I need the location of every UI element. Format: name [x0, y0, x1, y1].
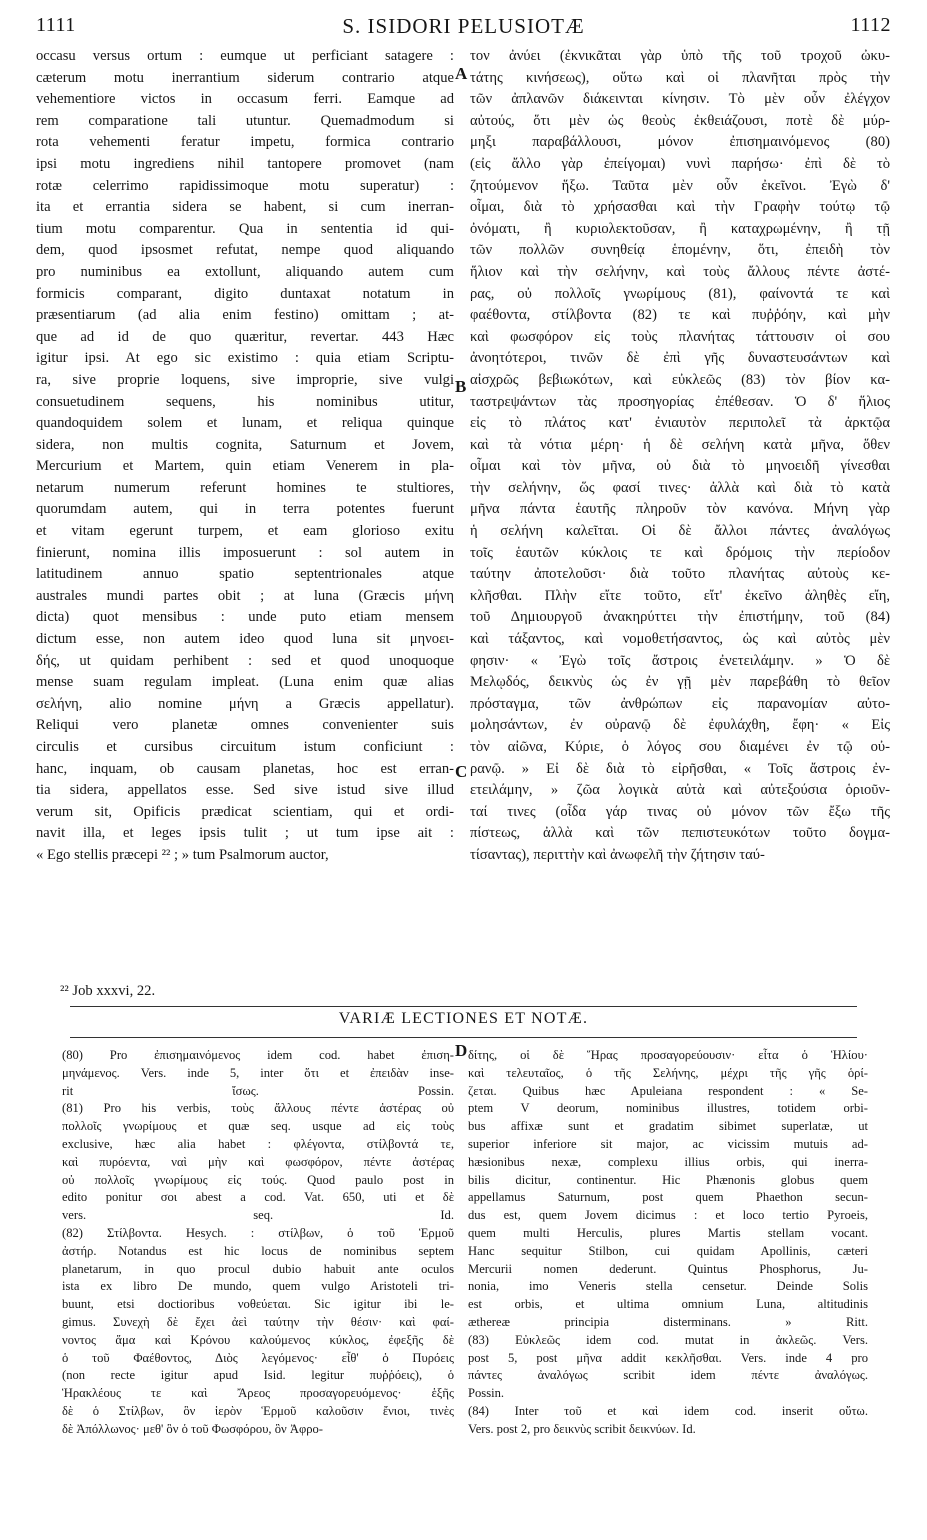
note-line: πολλοῖς γνωρίμους et quæ seq. usque ad εἰς τοὺς — [62, 1119, 454, 1134]
text-line: sidera, non multis cognita, Saturnum et Jovem, — [36, 436, 454, 453]
text-line: australes mundi partes obit ; at luna (Græcis μήνη — [36, 587, 454, 604]
note-line: exclusive, hæc alia habet : φλέγοντα, στίλβοντά τε, — [62, 1136, 454, 1151]
note-line: post 5, post μῆνα addit κεκλῆσθαι. Vers. inde 4 pro — [468, 1350, 868, 1365]
text-line: ipsi motu ingrediens nihil tantopere promovet (nam — [36, 155, 454, 172]
divider-rule — [70, 1006, 857, 1007]
note-line: (non recte igitur apud Isid. legitur πυῤῥόεις), ὁ — [62, 1368, 454, 1383]
text-line: rota vehementi feratur impetu, formica contrario — [36, 134, 454, 151]
running-title: S. ISIDORI PELUSIOTÆ — [342, 14, 585, 38]
note-line: (80) Pro ἐπισημαινόμενος idem cod. habet ἐπιση- — [62, 1048, 454, 1062]
text-line: cæterum motu inerrantium siderum contrario atque — [36, 69, 454, 86]
right-page-number: 1112 — [850, 14, 891, 36]
text-line: hanc, inquam, ob causam planetas, hoc est erran- — [36, 760, 454, 777]
text-line: καὶ φωσφόρον εἰς τοὺς πλανήτας τάττουσιν οἱ σου — [470, 328, 890, 345]
note-line: καὶ τελευταῖος, ὁ τῆς Σελήνης, μέχρι τῆς γῆς ὁρί- — [468, 1065, 868, 1080]
left-page-number: 1111 — [36, 14, 76, 36]
note-line: ἀστήρ. Notandus est hic locus de nominibus septem — [62, 1243, 454, 1258]
text-line: ρας, οὐ πολλοῖς γνωρίμους (81), φαίνοντά τε καὶ — [470, 285, 890, 302]
note-line: superior inferiore sit major, ac vicissim mutuis ad- — [468, 1136, 868, 1151]
text-line: τῶν πολλῶν συνηθείᾳ ἑπομένην, ὅτι, ἐπειδὴ τὸν — [470, 242, 890, 259]
note-line: Hanc sequitur Stilbon, cui quidam Apollinis, cæteri — [468, 1243, 868, 1258]
note-line: est orbis, et ultima omnium Luna, altitudinis — [468, 1297, 868, 1312]
text-line: πίστεως, ἀλλὰ καὶ τῶν πεπιστευκότων τοῦτο δογμα- — [470, 825, 890, 842]
text-line: formicis comparant, digito duntaxat notatum in — [36, 285, 454, 302]
note-line: ista ex libro De mundo, quem vulgo Aristoteli tri- — [62, 1279, 454, 1294]
notes-left-column — [62, 1047, 454, 1439]
text-line: verum sit, Opificis prædicat scientiam, qui et ordi- — [36, 803, 454, 820]
text-line: πρόσταγμα, τῶν ἀνθρώπων εἰς παρανομίαν αὐτο- — [470, 695, 890, 712]
notes-right-column — [468, 1047, 868, 1439]
text-line: latitudinem annuo spatio septentrionales atque — [36, 566, 454, 583]
text-line: ἥλιον καὶ τὴν σελήνην, καὶ τοὺς ἄλλους πέντε ἀστέ- — [470, 263, 890, 280]
text-line: Μελῳδός, δεικνὺς ὡς ἐν γῇ μὲν παρεβάθη τὸ θεῖον — [470, 674, 890, 691]
text-line: circulis et cursibus circuitum istum conficiunt : — [36, 739, 454, 755]
text-line: ταστρεψάντων τὰς προσηγορίας ἐπέθεσαν. Ὁ δ' ἥλιος — [470, 393, 890, 410]
text-line: μηξι παραβάλλουσι, μόνον ἐπισημαινόμενος (80) — [470, 134, 890, 151]
text-line: et vitam egerunt turpem, et eam glorioso exitu — [36, 523, 454, 540]
text-line: αἰσχρῶς βεβιωκότων, καὶ εὐκλεῶς (83) τὸν βίον κα- — [470, 371, 890, 388]
note-line: (84) Inter τοῦ et καὶ idem cod. inserit οὕτω. — [468, 1403, 868, 1418]
text-line: ρανῷ. » Εἰ δὲ διὰ τὸ εἰρῆσθαι, « Τοῖς ἄστροις ἐν- — [470, 760, 890, 777]
note-line: Possin. — [468, 1386, 505, 1401]
note-line: edito ponitur σοι abest a cod. Vat. 650, uti et δὲ — [62, 1190, 454, 1205]
text-line: τον ἀνύει (ἐκνικᾶται γὰρ ὑπὸ τῆς τοῦ τροχοῦ ὠκυ- — [470, 48, 890, 64]
text-line: dictum esse, non autem ideo quod luna sit μηνοει- — [36, 631, 454, 648]
text-line: καὶ τὰ νότια μέρη· ἡ δὲ σελήνη κατὰ μῆνα, ὅθεν — [470, 436, 890, 453]
text-line: σελήνη, alio nomine μήνη a Græcis appellatur). — [36, 695, 454, 712]
text-line: navit illa, et leges ipsis tulit ; ut tum ipse ait : — [36, 825, 454, 842]
note-line: δὲ ὁ Στίλβων, ὃν ἱερὸν Ἑρμοῦ καλοῦσιν ἔνιοι, τινὲς — [62, 1403, 454, 1418]
note-line: οὐ πολλοῖς γνωρίμους εἰς τούς. Quod paulo post in — [62, 1172, 454, 1187]
text-line: τὸν αἰῶνα, Κύριε, ὁ λόγος σου διαμένει ἐν τῷ οὐ- — [470, 739, 890, 755]
text-line: rotæ celerrimo rapidissimoque motu superatur) : — [36, 177, 454, 194]
note-line: Mercurii nomen dederunt. Quintus Phosphorus, Ju- — [468, 1261, 868, 1276]
text-line: (εἰς ἄλλο γὰρ ἐπείγομαι) νυνὶ παρήσω· ἐπὶ δὲ τὸ — [470, 155, 890, 172]
footnote: ²² Job xxxvi, 22. — [60, 983, 156, 999]
greek-text-column — [470, 46, 890, 867]
text-line: quorumdam autem, qui in terra potentes fuerunt — [36, 501, 454, 518]
note-line: νοντος ἅμα καὶ Κρόνου καλούμενος κύκλος, ἐφεξῆς δὲ — [62, 1332, 454, 1347]
text-line: occasu versus ortum : eumque ut perficiant satagere : — [36, 48, 454, 64]
note-line: nonia, imo Veneris stella censetur. Deinde Solis — [468, 1279, 868, 1294]
note-line: ptem V deorum, nominibus illustres, totidem orbi- — [468, 1101, 868, 1116]
text-line: τῶν ἀπλανῶν διάκεινται κίνησιν. Τὸ μὲν οὖν ἐλέγχον — [470, 91, 890, 108]
text-line: τίσαντας), περιττὴν καὶ ἀνωφελῆ τὴν ζήτησιν ταύ- — [470, 846, 765, 863]
note-line: vers. seq. Id. — [62, 1208, 454, 1223]
text-line: finierunt, nomina illis imposuerunt : sol autem in — [36, 544, 454, 561]
text-line: ταύτην ἀποτελοῦσι· διὰ τοῦτο πλανήτας αὐτοὺς κε- — [470, 566, 890, 583]
text-line: ὀνόματι, ἢ κυριολεκτοῦσαν, ἢ καταχρωμένην, ἢ τῇ — [470, 220, 890, 237]
text-line: φαέθοντα, στίλβοντα (82) τε καὶ πυῤῥόην, καὶ μὴν — [470, 307, 890, 324]
note-line: dus est, quem Jovem dicimus : et loco tertio Pyroeis, — [468, 1208, 868, 1223]
text-line: αὐτούς, ὅτι μὲν ὡς θεοὺς ἐκθειάζουσι, ποτὲ δὲ μύρ- — [470, 112, 890, 129]
note-line: δὲ Ἀπόλλωνος· μεθ' ὃν ὁ τοῦ Φωσφόρου, ὃν Ἀφρο- — [62, 1421, 324, 1436]
text-line: tium motu comparentur. Qua in sententia id qui- — [36, 220, 454, 237]
text-line: κλῆσθαι. Πλὴν εἴτε τοῦτο, εἴτ' ἐκεῖνο ἀληθὲς εἴη, — [470, 587, 890, 604]
text-line: ἀνοητότεροι, τινῶν δὲ ἐπὶ γῆς δυναστευσάντων καὶ — [470, 350, 890, 367]
text-line: ἡ σελήνη καλεῖται. Οἱ δὲ ἄλλοι πάντες ἀναλόγως — [470, 523, 890, 540]
note-line: πάντες ἀναλόγως scribit idem πέντε ἀναλόγως. — [468, 1368, 868, 1383]
text-line: μῆνα πάντα ἑαυτῆς πληροῦν τὸν κανόνα. Μήνη γὰρ — [470, 501, 890, 518]
text-line: vehementiore victos in occasum ferri. Eamque ad — [36, 91, 454, 108]
text-line: οἶμαι, διὰ τὸ χρήσασθαι καὶ τὴν Γραφὴν τούτῳ τῷ — [470, 199, 890, 216]
note-line: ὁ τοῦ Φαέθοντος, Διὸς λεγόμενος· εἶθ' ὁ Πυρόεις — [62, 1350, 454, 1365]
note-line: hæsionibus nexæ, complexu illius orbis, qui inerra- — [468, 1154, 868, 1169]
text-line: Mercurium et Martem, quin etiam Venerem in pla- — [36, 458, 454, 475]
note-line: καὶ πυρόεντα, ναὶ μὴν καὶ φωσφόρον, πέντε ἀστέρας — [62, 1154, 454, 1169]
note-line: gimus. Συνεχὴ δὲ ἔχει ἀεὶ ταύτην τὴν θέσιν· καὶ φαί- — [62, 1314, 454, 1329]
page-header — [36, 6, 891, 40]
note-line: Ἡρακλέους τε καὶ Ἄρεος προσαγορευόμενος· ἑξῆς — [62, 1386, 454, 1401]
text-line: καὶ τάξαντος, καὶ νομοθετήσαντος, ὡς καὶ αὐτὸς μὲν — [470, 631, 890, 648]
margin-letter-d: D — [455, 1041, 468, 1060]
text-line: Reliqui vero planetæ omnes convenienter suis — [36, 717, 454, 734]
note-line: μηνάμενος. Vers. inde 5, inter ὅτι et ἐπειδὰν inse- — [62, 1065, 454, 1080]
note-line: bilis dicitur, continentur. Hic Phænonis globus quem — [468, 1172, 868, 1187]
divider-rule — [70, 1037, 857, 1038]
text-line: igitur ipsi. At ego sic existimo : quia etiam Scriptu- — [36, 350, 454, 367]
text-line: φησιν· « Ἐγὼ τοῖς ἄστροις ἐνετειλάμην. » Ὁ δὲ — [470, 652, 890, 669]
note-line: appellamus Saturnum, post quem Phaethon secun- — [468, 1190, 868, 1205]
text-line: que ad id de quo quæritur, revertar. 443 Hæc — [36, 328, 454, 345]
margin-letter-b: B — [455, 377, 467, 396]
note-line: (83) Εὐκλεῶς idem cod. mutat in ἀκλεῶς. Vers. — [468, 1332, 868, 1347]
text-line: « Ego stellis præcepi ²² ; » tum Psalmorum auctor, — [36, 846, 329, 863]
note-line: buunt, etsi doctioribus νοθεύεται. Sic igitur ibi le- — [62, 1297, 454, 1312]
note-line: quem multi Herculis, plures Martis stellam vocant. — [468, 1225, 868, 1240]
margin-letter-c: C — [455, 762, 468, 781]
text-line: τοῦ Δημιουργοῦ ἀνακηρύττει τὴν ἐπιστήμην, τοῦ (84) — [470, 609, 890, 626]
text-line: pro numinibus ea extollunt, aliquando autem cum — [36, 263, 454, 280]
text-line: ζητούμενον ἥξω. Ταῦτα μὲν οὖν ἐκεῖνοι. Ἐγὼ δ' — [470, 177, 890, 194]
text-line: præsentiarum (ad alia enim festino) omittam ; at- — [36, 307, 454, 324]
note-line: æthereæ principia disterminans. » Ritt. — [468, 1314, 868, 1329]
text-line: dem, quod ipsosmet refutat, nempe quod aliquando — [36, 242, 454, 259]
note-line: planetarum, in quo procul dubio habuit ante oculos — [62, 1261, 454, 1276]
text-line: ταί τινες (οἶδα γάρ τινας οὐ μόνον τῶν ἔξω τῆς — [470, 803, 890, 820]
text-line: τάτης κινήσεως), οὕτω καὶ οἱ πλανῆται πρὸς τὴν — [470, 69, 890, 86]
text-line: consuetudinem sequens, his nominibus utitur, — [36, 393, 454, 410]
text-line: τοῖς ἑαυτῶν κύκλοις τε καὶ δρόμοις τὴν περίοδον — [470, 544, 890, 561]
text-line: quandoquidem solem et lunam, et reliqua quinque — [36, 415, 454, 432]
text-line: dicta) quot mensibus : unde puto etiam mensem — [36, 609, 454, 626]
text-line: mense suam regulam impleat. (Luna enim quæ alias — [36, 674, 454, 691]
text-line: τὴν σελήνην, ὥς φασί τινες· ἀλλὰ καὶ διὰ τὸ κατὰ — [470, 479, 890, 496]
text-line: μολησάντων, ἐν οὐρανῷ δὲ ἐφυλάχθη, ἔφη· « Εἰς — [470, 717, 890, 734]
latin-text-column — [36, 46, 454, 867]
note-line: (82) Στίλβοντα. Hesych. : στίλβων, ὁ τοῦ Ἑρμοῦ — [62, 1225, 454, 1240]
note-line: Vers. post 2, pro δεικνὺς scribit δεικνύων. Id. — [468, 1421, 696, 1436]
note-line: rit ἴσως. Possin. — [62, 1083, 454, 1098]
margin-letter-a: A — [455, 64, 468, 83]
text-line: tia sidera, appellatos esse. Sed sive istud sive illud — [36, 782, 454, 799]
text-line: δής, ut quidam perhibent : sed et quod unoquoque — [36, 652, 454, 669]
note-line: ζεται. Quibus hæc Apuleiana respondent : « Se- — [468, 1083, 868, 1098]
text-line: ετειλάμην, » ζῶα λογικὰ αὐτὰ καὶ αὐτεξούσια ὁριοῦν- — [470, 782, 890, 799]
text-line: netarum numerum referunt homines te stultiores, — [36, 479, 454, 496]
note-line: δίτης, οἱ δὲ Ἥρας προσαγορεύουσιν· εἶτα ὁ Ἡλίου· — [468, 1048, 868, 1062]
note-line: (81) Pro his verbis, τοὺς ἄλλους πέντε ἀστέρας οὐ — [62, 1101, 454, 1116]
note-line: bus affixæ sunt et gradatim sibimet superlatæ, ut — [468, 1119, 868, 1134]
text-line: οἶμαι καὶ τὸν μῆνα, οὐ διὰ τὸ μηνοειδῆ γίνεσθαι — [470, 458, 890, 475]
text-line: rem comparatione tali utuntur. Quemadmodum si — [36, 112, 454, 129]
text-line: ra, sive proprie loquens, sive improprie, sive vulgi — [36, 371, 454, 388]
text-line: ita et errantia sidera se habent, si cum inerran- — [36, 199, 454, 216]
notes-section-title: VARIÆ LECTIONES ET NOTÆ. — [338, 1010, 589, 1027]
text-line: εἰς τὸ πλάτος κατ' ἐνιαυτὸν περιπολεῖ τὰ ἀρκτῷα — [470, 415, 890, 432]
